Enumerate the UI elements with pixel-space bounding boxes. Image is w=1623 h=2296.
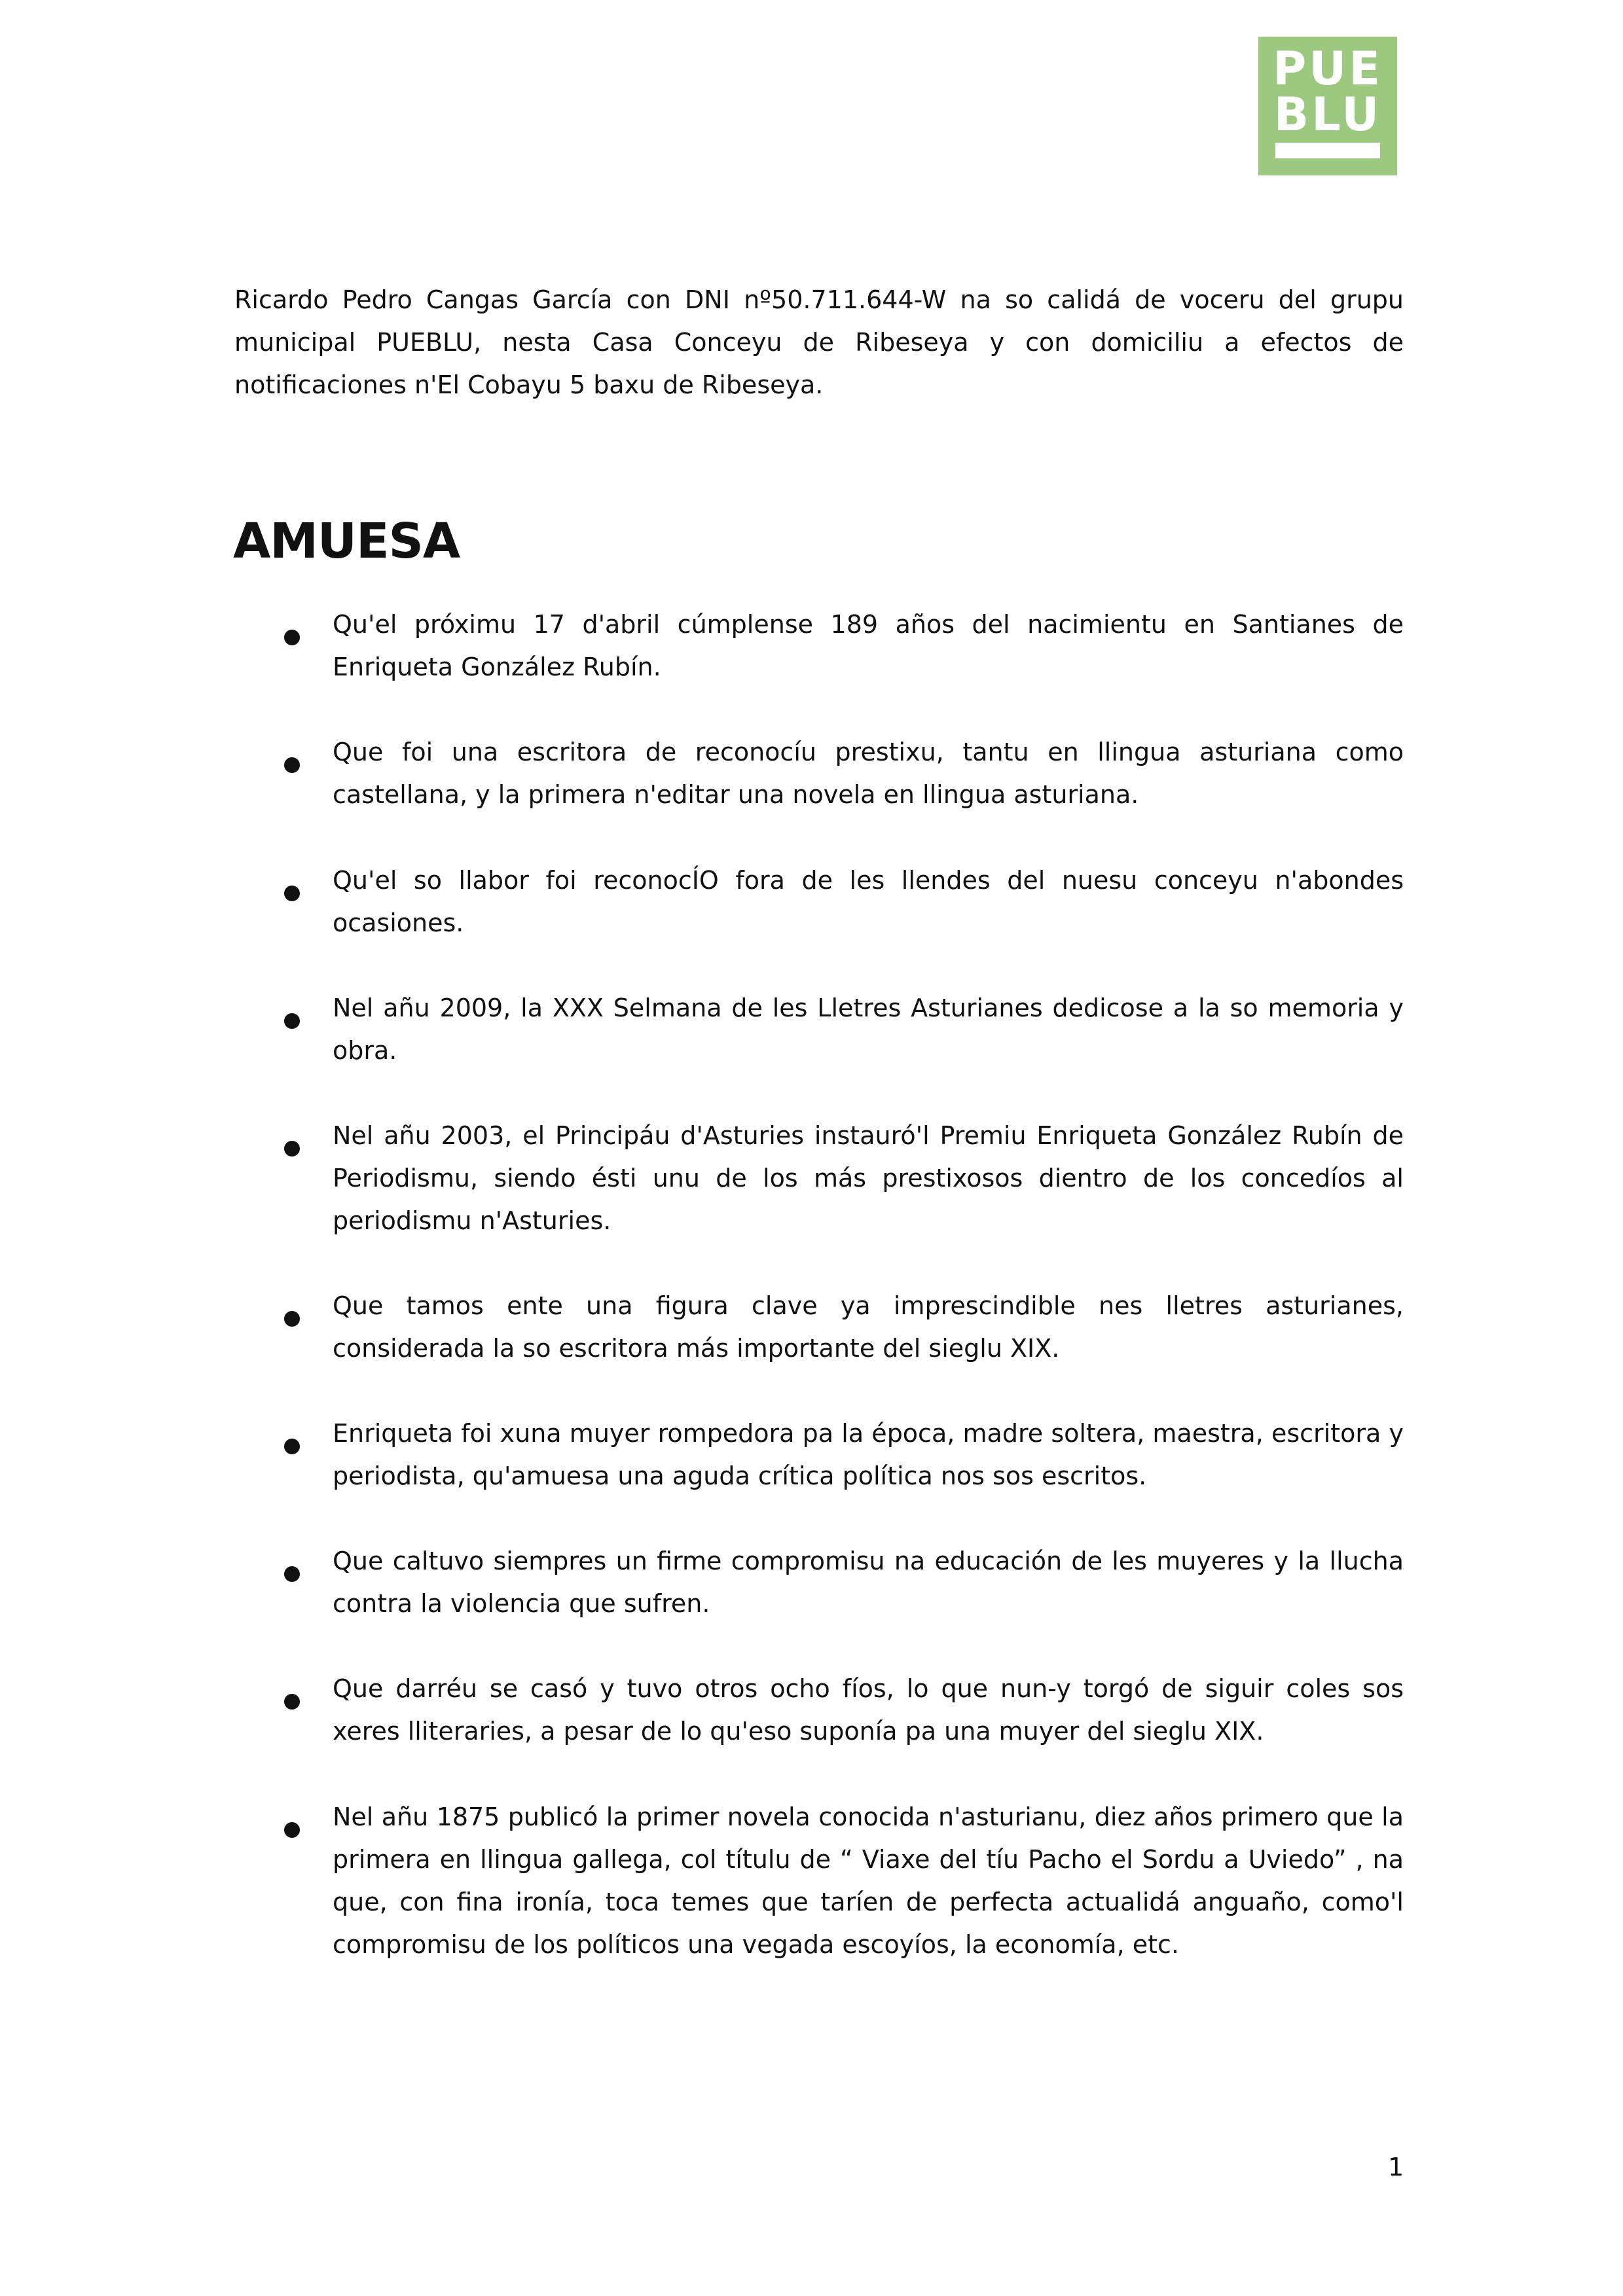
bullet-icon [284, 1439, 300, 1454]
logo-text-line-2: BLU [1273, 88, 1382, 141]
bullet-icon [284, 1141, 300, 1157]
bullet-icon [284, 630, 300, 645]
bullet-icon [284, 1311, 300, 1327]
list-item-text: Qu'el próximu 17 d'abril cúmplense 189 años del nacimientu en Santianes de Enriqueta González Rubín. [333, 610, 1404, 681]
logo-text-line-1: PUE [1273, 42, 1383, 96]
bullet-icon [284, 757, 300, 773]
bullet-icon [284, 1013, 300, 1029]
bullet-icon [284, 1694, 300, 1710]
bullet-icon [284, 1822, 300, 1838]
pueblu-logo [1258, 37, 1397, 175]
list-item-text: Qu'el so llabor foi reconocÍO fora de les llendes del nuesu conceyu n'abondes ocasiones. [333, 866, 1404, 937]
section-heading: AMUESA [233, 513, 460, 569]
list-item-text: Nel añu 2009, la XXX Selmana de les Lletres Asturianes dedicose a la so memoria y obra. [333, 994, 1404, 1065]
list-item-text: Que darréu se casó y tuvo otros ocho fíos, lo que nun-y torgó de siguir coles sos xeres lliteraries, a pesar de lo qu'eso suponía pa una muyer del sieglu XIX. [333, 1674, 1404, 1746]
list-item-text: Nel añu 2003, el Principáu d'Asturies instauró'l Premiu Enriqueta González Rubín de Periodismu, siendo ésti unu de los más prestixosos dientro de los concedíos al periodismu n'Asturies. [333, 1121, 1404, 1235]
list-item-text: Enriqueta foi xuna muyer rompedora pa la época, madre soltera, maestra, escritora y periodista, qu'amuesa una aguda crítica política nos sos escritos. [333, 1419, 1404, 1490]
intro-paragraph: Ricardo Pedro Cangas García con DNI nº50.711.644-W na so calidá de voceru del grupu municipal PUEBLU, nesta Casa Conceyu de Ribeseya y con domiciliu a efectos de notificaciones n'El Cobayu 5 baxu de Ribeseya. [234, 285, 1404, 399]
list-item-text: Que tamos ente una figura clave ya imprescindible nes lletres asturianes, considerada la so escritora más importante del sieglu XIX. [333, 1291, 1404, 1363]
list-item-text: Nel añu 1875 publicó la primer novela conocida n'asturianu, diez años primero que la primera en llingua gallega, col títulu de “ Viaxe del tíu Pacho el Sordu a Uviedo” , na que, con fina ironía, toca temes que taríen de perfecta actualidá anguaño, como'l compromisu de los políticos una vegada escoyíos, la economía, etc. [333, 1803, 1404, 1959]
bullet-icon [284, 886, 300, 901]
list-item-text: Que foi una escritora de reconocíu prestixu, tantu en llingua asturiana como castellana, y la primera n'editar una novela en llingua asturiana. [333, 738, 1404, 809]
page-number: 1 [1388, 2153, 1404, 2181]
list-item-text: Que caltuvo siempres un firme compromisu na educación de les muyeres y la llucha contra la violencia que sufren. [333, 1547, 1404, 1618]
bullet-icon [284, 1566, 300, 1582]
logo-underline-bar [1275, 143, 1380, 158]
